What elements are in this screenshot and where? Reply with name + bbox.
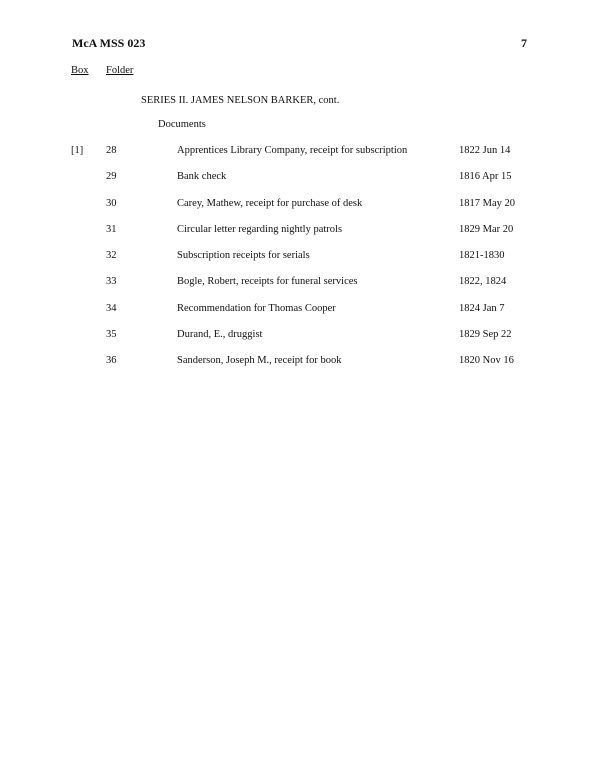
folder-number: 32 [106, 250, 117, 262]
folder-row [0, 224, 600, 250]
column-header-box: Box [71, 65, 89, 76]
folder-row [0, 276, 600, 302]
folder-number: 36 [106, 355, 117, 367]
folder-title: Sanderson, Joseph M., receipt for book [177, 355, 342, 367]
subseries-title: Documents [158, 119, 206, 130]
folder-number: 33 [106, 276, 117, 288]
folder-row [0, 145, 600, 171]
folder-row [0, 171, 600, 197]
folder-date: 1822 Jun 14 [459, 145, 511, 156]
folder-date: 1829 Mar 20 [459, 223, 514, 235]
folder-date: 1817 May 20 [459, 197, 515, 209]
folder-title: Carey, Mathew, receipt for purchase of desk [177, 197, 363, 209]
folder-number: 34 [106, 302, 117, 314]
folder-date: 1829 Sep 22 [459, 329, 512, 341]
folder-number: 29 [106, 171, 117, 183]
folder-title: Apprentices Library Company, receipt for subscription [177, 145, 408, 156]
folder-number: 31 [106, 223, 117, 235]
folder-row [0, 329, 600, 355]
folder-date: 1824 Jan 7 [459, 302, 505, 314]
folder-row [0, 303, 600, 329]
folder-title: Circular letter regarding nightly patrols [177, 223, 343, 235]
page-number: 7 [521, 36, 527, 50]
folder-row [0, 250, 600, 276]
folder-date: 1822, 1824 [459, 276, 507, 288]
folder-date: 1816 Apr 15 [459, 171, 512, 183]
folder-row [0, 355, 600, 381]
folder-title: Durand, E., druggist [177, 329, 263, 341]
folder-number: 28 [106, 145, 117, 156]
folder-title: Bank check [177, 171, 227, 183]
folder-number: 35 [106, 329, 117, 341]
folder-number: 30 [106, 197, 117, 209]
collection-id: McA MSS 023 [72, 36, 146, 50]
folder-row [0, 198, 600, 224]
folder-title: Subscription receipts for serials [177, 250, 310, 262]
folder-title: Bogle, Robert, receipts for funeral services [177, 276, 358, 288]
folder-date: 1820 Nov 16 [459, 355, 514, 367]
box-number: [1] [71, 145, 84, 156]
folder-list [0, 145, 600, 382]
series-title: SERIES II. JAMES NELSON BARKER, cont. [141, 95, 340, 106]
column-header-folder: Folder [106, 65, 134, 76]
folder-date: 1821-1830 [459, 250, 505, 262]
folder-title: Recommendation for Thomas Cooper [177, 302, 336, 314]
